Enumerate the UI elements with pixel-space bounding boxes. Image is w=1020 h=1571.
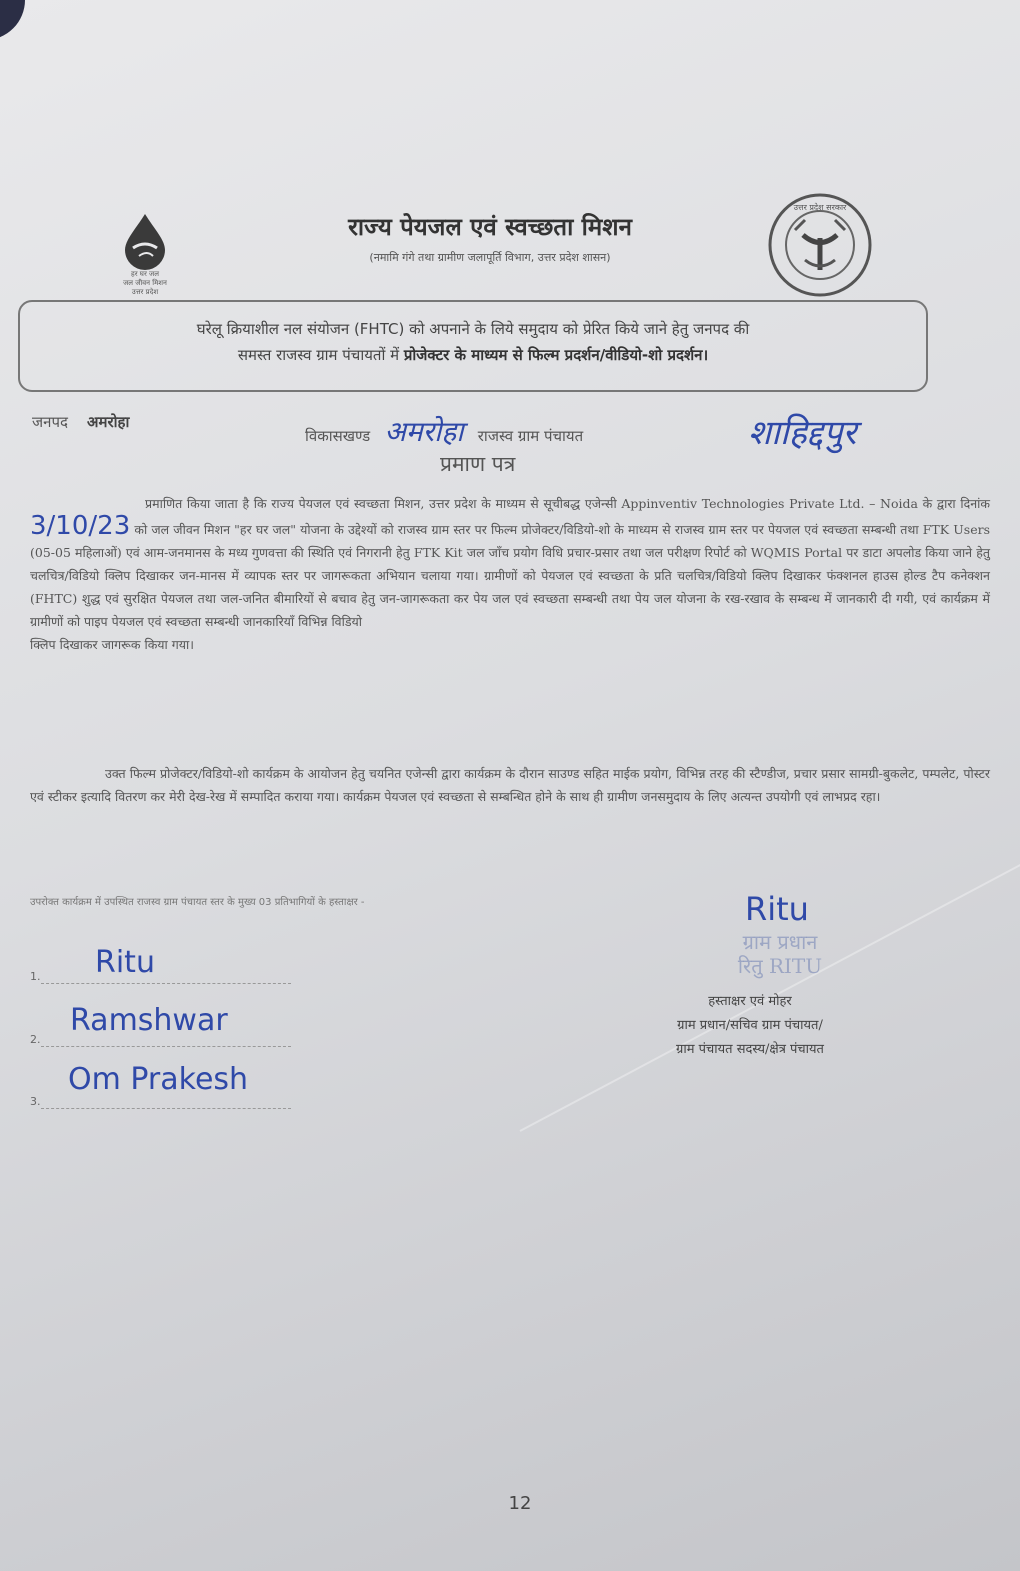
emblem-text: उत्तर प्रदेश सरकार <box>793 203 847 212</box>
participant-1-line <box>30 970 291 984</box>
program-banner <box>18 300 928 392</box>
mission-subtitle: (नमामि गंगे तथा ग्रामीण जलापूर्ति विभाग, उत्तर प्रदेश शासन) <box>369 251 611 264</box>
stamp-line-2: रितु RITU <box>737 954 823 978</box>
jal-jeevan-logo <box>100 210 190 302</box>
participant-3-line <box>30 1095 291 1109</box>
banner-line-1: घरेलू क्रियाशील नल संयोजन (FHTC) को अपनाने के लिये समुदाय को प्रेरित किये जाने हेतु जनपद की <box>196 320 750 338</box>
participant-1-signature: Ritu <box>95 945 155 980</box>
banner-line-2-plain: समस्त राजस्व ग्राम पंचायतों में <box>237 346 404 364</box>
paragraph-1-part-1: प्रमाणित किया जाता है कि राज्य पेयजल एवं स्वच्छता मिशन, उत्तर प्रदेश के माध्यम से सूचीबद्ध एजेन्सी Appinventiv Technologies Private Ltd. – Noida के द्वारा दिनांक <box>145 496 990 511</box>
paragraph-2-text: उक्त फिल्म प्रोजेक्टर/विडियो-शो कार्यक्रम के आयोजन हेतु चयनित एजेन्सी द्वारा कार्यक्रम के दौरान साउण्ड सहित माईक प्रयोग, विभिन्न तरह की स्टैण्डीज, प्रचार प्रसार सामग्री-बुकलेट, पम्पलेट, पोस्टर एवं स्टीकर इत्यादि वितरण कर मेरी देख-रेख में सम्पादित कराया गया। कार्यक्रम पेयजल एवं स्वच्छता से सम्बन्धित होने के साथ ही ग्रामीण जनसमुदाय के लिए अत्यन्त उपयोगी एवं लाभप्रद रहा। <box>30 766 990 804</box>
paragraph-1-part-2: को जल जीवन मिशन "हर घर जल" योजना के उद्देश्यों को राजस्व ग्राम स्तर पर फिल्म प्रोजेक्टर/विडियो-शो के माध्यम से राजस्व ग्राम स्तर पर पेयजल एवं स्वच्छता सम्बन्धी तथा FTK Users (05-05 महिलाओं) एवं आम-जनमानस के मध्य गुणवत्ता की स्थिति एवं निगरानी हेतु FTK Kit जल जाँच प्रयोग विधि प्रचार-प्रसार तथा जल परीक्षण रिपोर्ट को WQMIS Portal पर डाटा अपलोड किया जाने हेतु चलचित्र/विडियो क्लिप दिखाकर जन-मानस में व्यापक स्तर पर जागरूकता अभियान चलाया गया। ग्रामीणों को पेयजल एवं स्वच्छता के प्रति चलचित्र/विडियो क्लिप दिखाकर फंक्शनल हाउस होल्ड टैप कनेक्शन (FHTC) शुद्ध एवं सुरक्षित पेयजल तथा जल-जनित बीमारियों से बचाव हेतु जन-जागरूकता कर पेय जल एवं स्वच्छता सम्बन्धी तथा पेय जल योजना के रख-रखाव के सम्बन्ध में जानकारी दी गयी, एवं कार्यक्रम में ग्रामीणों को पाइप पेयजल एवं स्वच्छता सम्बन्धी जानकारियाँ विभिन्न विडियो <box>30 522 990 629</box>
participants-note: उपरोक्त कार्यक्रम में उपस्थित राजस्व ग्राम पंचायत स्तर के मुख्य 03 प्रतिभागियों के हस्ताक्षर - <box>30 897 365 908</box>
logo-caption-2: जल जीवन मिशन <box>123 279 167 287</box>
panchayat-label: राजस्व ग्राम पंचायत <box>477 427 584 445</box>
block-value: अमरोहा <box>384 415 464 448</box>
paragraph-1 <box>30 492 990 656</box>
signature-caption-3: ग्राम पंचायत सदस्य/क्षेत्र पंचायत <box>676 1042 824 1057</box>
page-number: 12 <box>508 1493 532 1514</box>
participant-number: 1. <box>30 970 41 983</box>
up-government-emblem <box>765 190 875 300</box>
panchayat-value: शाहिद्दपुर <box>748 413 857 453</box>
stamp-line-1: ग्राम प्रधान <box>742 930 818 954</box>
participant-number: 2. <box>30 1033 41 1046</box>
participant-number: 3. <box>30 1095 41 1108</box>
block-field <box>305 412 583 450</box>
certificate-title: प्रमाण पत्र <box>440 452 516 476</box>
district-label: जनपद <box>32 413 68 431</box>
participant-3-signature: Om Prakesh <box>68 1062 249 1097</box>
pradhan-stamp <box>680 930 880 978</box>
logo-caption-1: हर घर जल <box>131 270 159 278</box>
signature-caption-1: हस्ताक्षर एवं मोहर <box>708 994 792 1009</box>
program-date: 3/10/23 <box>30 511 131 541</box>
banner-line-2-bold: प्रोजेक्टर के माध्यम से फिल्म प्रदर्शन/वीडियो-शो प्रदर्शन। <box>403 346 709 364</box>
banner-line-2 <box>38 342 908 368</box>
water-drop-icon <box>115 210 175 270</box>
participant-2-signature: Ramshwar <box>70 1003 228 1038</box>
paragraph-2 <box>30 762 990 808</box>
paragraph-1-part-3: क्लिप दिखाकर जागरूक किया गया। <box>30 637 195 652</box>
district-value: अमरोहा <box>87 413 130 431</box>
photo-corner-shadow <box>0 0 25 40</box>
district-field <box>32 412 129 432</box>
signature-caption <box>610 990 890 1062</box>
pradhan-signature: Ritu <box>745 890 809 928</box>
block-label: विकासखण्ड <box>305 427 371 445</box>
signature-caption-2: ग्राम प्रधान/सचिव ग्राम पंचायत/ <box>677 1018 823 1033</box>
mission-title: राज्य पेयजल एवं स्वच्छता मिशन <box>348 212 632 241</box>
logo-caption-3: उत्तर प्रदेश <box>131 288 159 296</box>
